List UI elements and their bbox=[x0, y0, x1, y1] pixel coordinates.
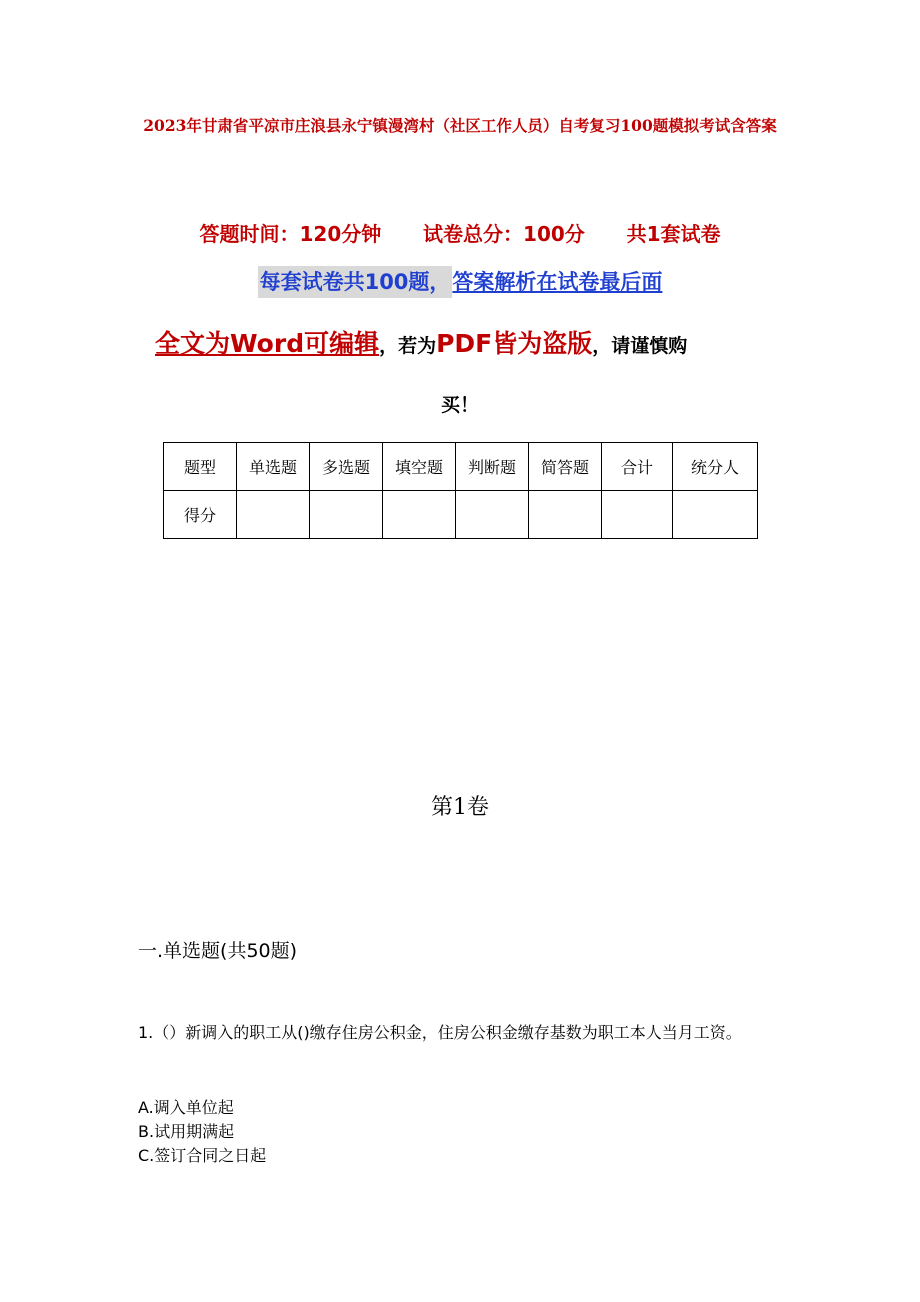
score-cell bbox=[310, 491, 383, 539]
score-cell bbox=[529, 491, 602, 539]
question-text: 1.（）新调入的职工从()缴存住房公积金，住房公积金缴存基数为职工本人当月工资。 bbox=[138, 1023, 742, 1042]
piracy-warning bbox=[155, 326, 795, 365]
row-label-cell: 得分 bbox=[164, 491, 237, 539]
banner-text-2: 答案解析在试卷最后面 bbox=[452, 270, 663, 294]
option-c: C.签订合同之日起 bbox=[138, 1146, 267, 1165]
score-cell bbox=[673, 491, 758, 539]
header-cell: 多选题 bbox=[310, 443, 383, 491]
warning-word-editable: 全文为Word可编辑 bbox=[155, 329, 380, 358]
header-cell: 统分人 bbox=[673, 443, 758, 491]
header-cell: 简答题 bbox=[529, 443, 602, 491]
option-a: A.调入单位起 bbox=[138, 1098, 234, 1117]
header-cell: 单选题 bbox=[237, 443, 310, 491]
volume-title: 第1卷 bbox=[431, 795, 489, 820]
warning-text-4: ，请谨慎购 bbox=[592, 335, 688, 357]
score-table-row bbox=[164, 491, 758, 539]
header-cell: 填空题 bbox=[383, 443, 456, 491]
score-table bbox=[163, 442, 758, 539]
exam-info-line: 答题时间：120分钟 试卷总分：100分 共1套试卷 bbox=[199, 222, 721, 246]
score-cell bbox=[383, 491, 456, 539]
score-cell bbox=[456, 491, 529, 539]
question-options bbox=[138, 1096, 266, 1168]
option-b: B.试用期满起 bbox=[138, 1122, 235, 1141]
warning-text-2: ，若为 bbox=[379, 335, 437, 357]
warning-pdf-pirated: PDF皆为盗版 bbox=[436, 329, 593, 358]
banner-text-1: 每套试卷共100题， bbox=[258, 266, 453, 298]
header-cell: 合计 bbox=[602, 443, 673, 491]
score-cell bbox=[237, 491, 310, 539]
score-table-header-row bbox=[164, 443, 758, 491]
section-title: 一.单选题(共50题) bbox=[138, 940, 298, 962]
answer-banner bbox=[0, 266, 920, 298]
document-title: 2023年甘肃省平凉市庄浪县永宁镇漫湾村（社区工作人员）自考复习100题模拟考试含答案 bbox=[143, 116, 777, 135]
warning-text-end: 买！ bbox=[440, 394, 479, 416]
header-cell: 题型 bbox=[164, 443, 237, 491]
header-cell: 判断题 bbox=[456, 443, 529, 491]
score-cell bbox=[602, 491, 673, 539]
